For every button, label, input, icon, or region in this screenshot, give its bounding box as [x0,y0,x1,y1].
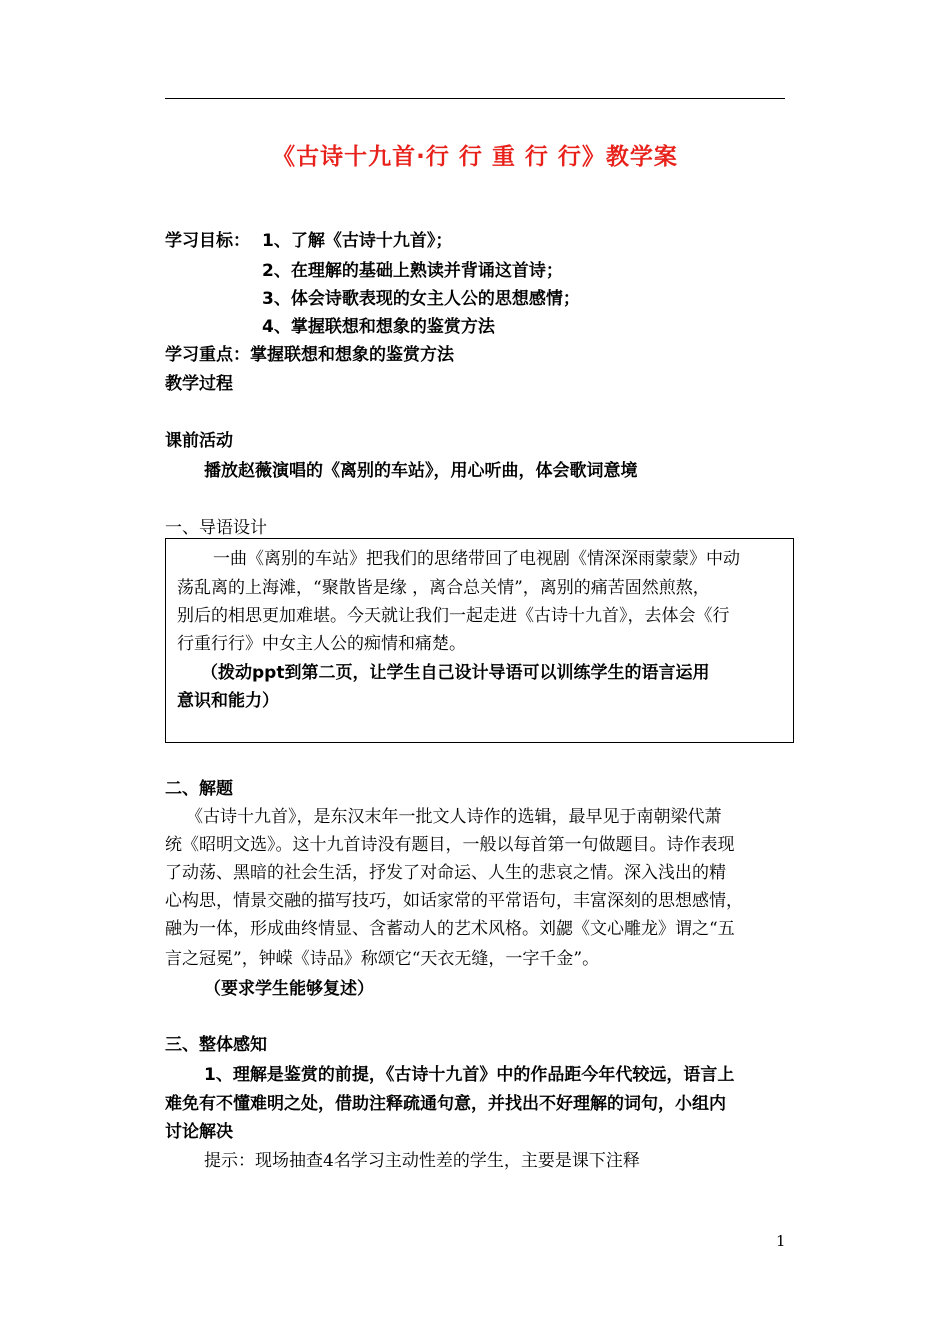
section2-line-3: 了动荡、黑暗的社会生活，抒发了对命运、人生的悲哀之情。深入浅出的精 [165,863,726,883]
section1-heading: 一、导语设计 [165,518,267,538]
intro-note-1: （拨动ppt到第二页，让学生自己设计导语可以训练学生的语言运用 [201,663,710,683]
section3-item-line-3: 讨论解决 [165,1122,233,1142]
section2-line-2: 统《昭明文选》。这十九首诗没有题目，一般以每首第一句做题目。诗作表现 [165,835,735,855]
goals-label: 学习目标： [165,231,250,251]
section3-item-line-1: 1、理解是鉴赏的前提，《古诗十九首》中的作品距今年代较远，语言上 [204,1065,735,1085]
intro-note-2: 意识和能力） [177,691,279,711]
goal-item-2: 2、在理解的基础上熟读并背诵这首诗； [262,261,563,281]
goal-item-1: 1、了解《古诗十九首》； [262,231,453,251]
section3-item-line-2: 难免有不懂难明之处，借助注释疏通句意，并找出不好理解的词句，小组内 [165,1094,726,1114]
pre-activity-heading: 课前活动 [165,431,233,451]
learning-focus: 学习重点：掌握联想和想象的鉴赏方法 [165,345,454,365]
intro-line-4: 行重行行》中女主人公的痴情和痛楚。 [177,634,466,654]
process-heading: 教学过程 [165,374,233,394]
section2-line-5: 融为一体，形成曲终情显、含蓄动人的艺术风格。刘勰《文心雕龙》谓之“五 [165,919,735,939]
section2-line-1: 《古诗十九首》，是东汉末年一批文人诗作的选辑，最早见于南朝梁代萧 [186,807,722,827]
page-number: 1 [776,1232,786,1250]
section3-heading: 三、整体感知 [165,1035,267,1055]
section2-line-6: 言之冠冕”，钟嵘《诗品》称颂它“天衣无缝，一字千金”。 [165,949,600,969]
goal-item-4: 4、掌握联想和想象的鉴赏方法 [262,317,495,337]
section2-heading: 二、解题 [165,779,233,799]
intro-line-3: 别后的相思更加难堪。今天就让我们一起走进《古诗十九首》，去体会《行 [177,606,730,626]
intro-line-2: 荡乱离的上海滩，“聚散皆是缘 ，离合总关情”，离别的痛苦固然煎熬， [177,578,710,598]
intro-line-1: 一曲《离别的车站》把我们的思绪带回了电视剧《情深深雨蒙蒙》中动 [213,549,740,569]
section3-hint: 提示：现场抽查4名学习主动性差的学生，主要是课下注释 [204,1151,640,1171]
document-title: 《古诗十九首·行 行 重 行 行》教学案 [272,144,678,170]
header-rule [165,98,785,99]
section2-line-4: 心构思，情景交融的描写技巧，如话家常的平常语句，丰富深刻的思想感情， [165,891,743,911]
intro-box [165,538,794,743]
section2-note: （要求学生能够复述） [204,979,374,999]
goal-item-3: 3、体会诗歌表现的女主人公的思想感情； [262,289,580,309]
pre-activity-text: 播放赵薇演唱的《离别的车站》，用心听曲，体会歌词意境 [204,461,638,481]
